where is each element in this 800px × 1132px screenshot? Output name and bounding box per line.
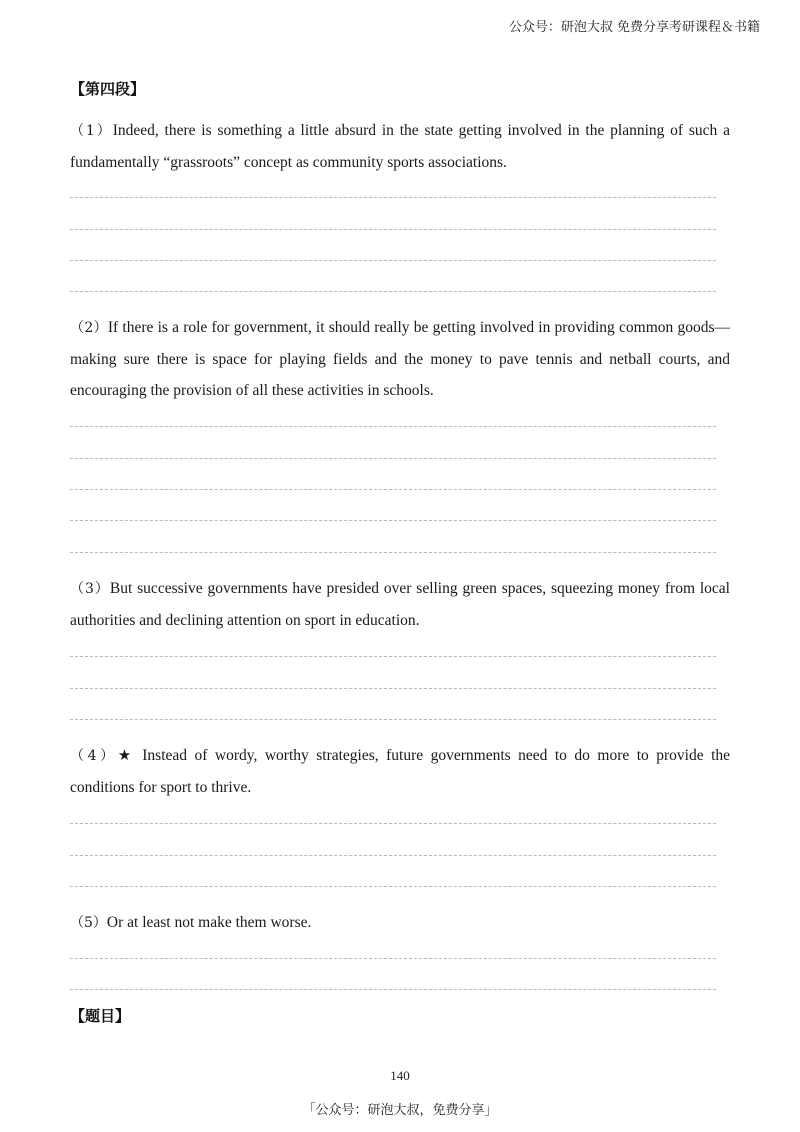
- answer-line: [70, 520, 716, 521]
- paragraph-text: Indeed, there is something a little absurd in the state getting involved in the planning of such a fundamentally “grassroots” concept as community sports associations.: [70, 122, 730, 171]
- answer-line: [70, 656, 716, 657]
- answer-line: [70, 886, 716, 887]
- answer-line: [70, 855, 716, 856]
- answer-line: [70, 260, 716, 261]
- paragraph-4: [70, 740, 730, 803]
- paragraph-5: [70, 907, 730, 939]
- paragraph-number: （2）: [70, 320, 108, 336]
- paragraph-text: Or at least not make them worse.: [106, 914, 312, 931]
- answer-line: [70, 489, 716, 490]
- section-title: 【第四段】: [70, 80, 146, 98]
- answer-line: [70, 958, 716, 959]
- paragraph-3: [70, 573, 730, 636]
- answer-line: [70, 552, 716, 553]
- answer-line: [70, 426, 716, 427]
- answer-line: [70, 458, 716, 459]
- header-watermark-note: 公众号：研泡大叔 免费分享考研课程＆书籍: [508, 20, 760, 35]
- answer-line: [70, 688, 716, 689]
- paragraph-text: If there is a role for government, it should really be getting involved in providing common goods—making sure there is space for playing fields and the money to pave tennis and netball courts, and encouraging the provision of all these activities in schools.: [70, 319, 730, 399]
- paragraph-number: （4）: [70, 748, 118, 764]
- footer-watermark-note: 「公众号：研泡大叔，免费分享」: [302, 1103, 498, 1118]
- paragraph-number: （1）: [70, 123, 113, 139]
- paragraph-text: But successive governments have presided over selling green spaces, squeezing money from local authorities and declining attention on sport in education.: [70, 580, 730, 629]
- page-number: 140: [390, 1068, 410, 1083]
- paragraph-text: Instead of wordy, worthy strategies, future governments need to do more to provide the conditions for sport to thrive.: [70, 747, 731, 796]
- answer-line: [70, 291, 716, 292]
- paragraph-number: （5）: [70, 915, 107, 931]
- paragraph-2: [70, 312, 730, 406]
- answer-line: [70, 229, 716, 230]
- answer-line: [70, 823, 716, 824]
- answer-line: [70, 197, 716, 198]
- star-marker: ★: [117, 746, 135, 764]
- answer-line: [70, 719, 716, 720]
- answer-line: [70, 989, 716, 990]
- paragraph-1: [70, 115, 730, 178]
- next-section-title: 【题目】: [70, 1007, 131, 1025]
- paragraph-number: （3）: [70, 581, 110, 597]
